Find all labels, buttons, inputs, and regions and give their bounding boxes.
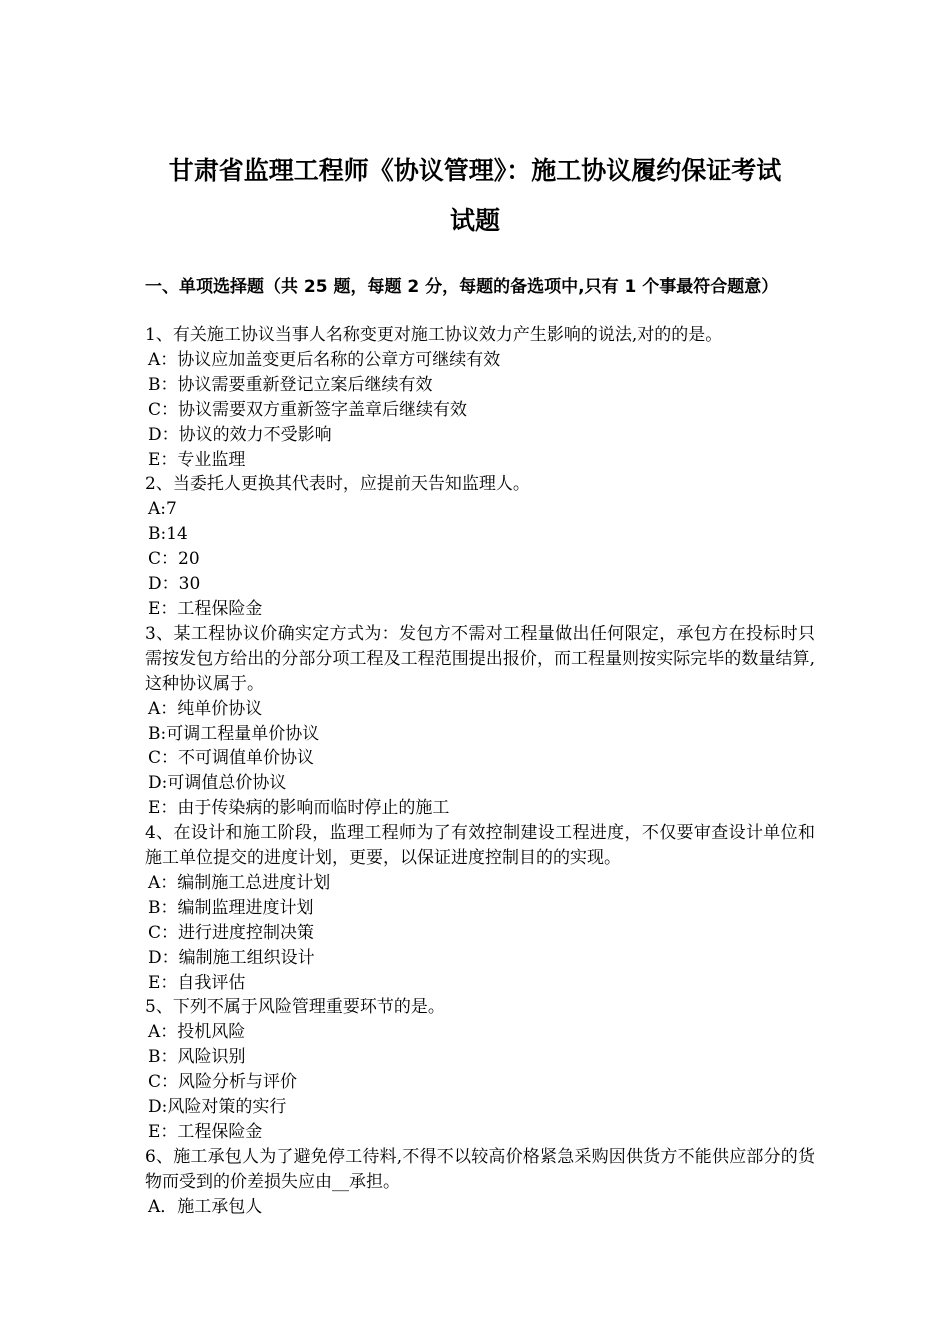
question-stem: 4、在设计和施工阶段，监理工程师为了有效控制建设工程进度，不仅要审查设计单位和施工单位提交的进度计划，更要，以保证进度控制目的的实现。 — [145, 823, 815, 869]
document-title-line-1: 甘肃省监理工程师《协议管理》：施工协议履约保证考试 — [168, 156, 782, 185]
option-a: A:7 — [148, 499, 177, 520]
option-e: E：自我评估 — [148, 972, 246, 993]
question-4 — [145, 821, 815, 995]
option-e: E：由于传染病的影响而临时停止的施工 — [148, 798, 450, 819]
option-list — [145, 497, 815, 622]
document-title-line-2: 试题 — [449, 206, 500, 235]
question-stem: 3、某工程协议价确实定方式为：发包方不需对工程量做出任何限定，承包方在投标时只需按发包方给出的分部分项工程及工程范围提出报价，而工程量则按实际完毕的数量结算,这种协议属于。 — [145, 623, 815, 694]
option-a: A：纯单价协议 — [148, 698, 263, 719]
question-2 — [145, 472, 815, 621]
option-a: A：协议应加盖变更后名称的公章方可继续有效 — [148, 349, 501, 370]
option-b: B：协议需要重新登记立案后继续有效 — [148, 374, 433, 395]
option-c: C：进行进度控制决策 — [148, 922, 315, 943]
question-6 — [145, 1145, 815, 1220]
option-list — [145, 697, 815, 822]
option-c: C：协议需要双方重新签字盖章后继续有效 — [148, 399, 468, 420]
option-list — [145, 1195, 815, 1220]
question-stem: 5、下列不属于风险管理重要环节的是。 — [145, 997, 445, 1018]
question-3 — [145, 622, 815, 821]
question-1 — [145, 323, 815, 472]
question-stem: 2、当委托人更换其代表时，应提前天告知监理人。 — [145, 474, 530, 495]
option-a: A：投机风险 — [148, 1022, 246, 1043]
option-b: B：编制监理进度计划 — [148, 897, 314, 918]
option-d: D:可调值总价协议 — [148, 773, 287, 794]
option-list — [145, 871, 815, 996]
option-list — [145, 1020, 815, 1145]
option-a: A．施工承包人 — [148, 1196, 263, 1217]
question-list — [145, 323, 815, 1220]
option-list — [145, 348, 815, 473]
option-b: B：风险识别 — [148, 1047, 246, 1068]
option-b: B:可调工程量单价协议 — [148, 723, 320, 744]
option-c: C：风险分析与评价 — [148, 1072, 298, 1093]
option-e: E：工程保险金 — [148, 1122, 263, 1142]
option-d: D：30 — [148, 574, 201, 595]
option-e: E：工程保险金 — [148, 598, 263, 619]
option-d: D：编制施工组织设计 — [148, 947, 315, 968]
question-5 — [145, 995, 815, 1144]
option-c: C：不可调值单价协议 — [148, 748, 315, 769]
option-d: D:风险对策的实行 — [148, 1097, 287, 1118]
option-a: A：编制施工总进度计划 — [148, 872, 331, 893]
option-e: E：专业监理 — [148, 449, 246, 470]
option-b: B:14 — [148, 524, 188, 545]
question-stem: 6、施工承包人为了避免停工待料,不得不以较高价格紧急采购因供货方不能供应部分的货物而受到的价差损失应由__承担。 — [145, 1146, 815, 1192]
question-stem: 1、有关施工协议当事人名称变更对施工协议效力产生影响的说法,对的的是。 — [145, 325, 723, 345]
option-d: D：协议的效力不受影响 — [148, 424, 332, 445]
section-heading: 一、单项选择题（共 25 题，每题 2 分，每题的备选项中,只有 1 个事最符合题意） — [145, 277, 779, 297]
option-c: C：20 — [148, 549, 200, 570]
